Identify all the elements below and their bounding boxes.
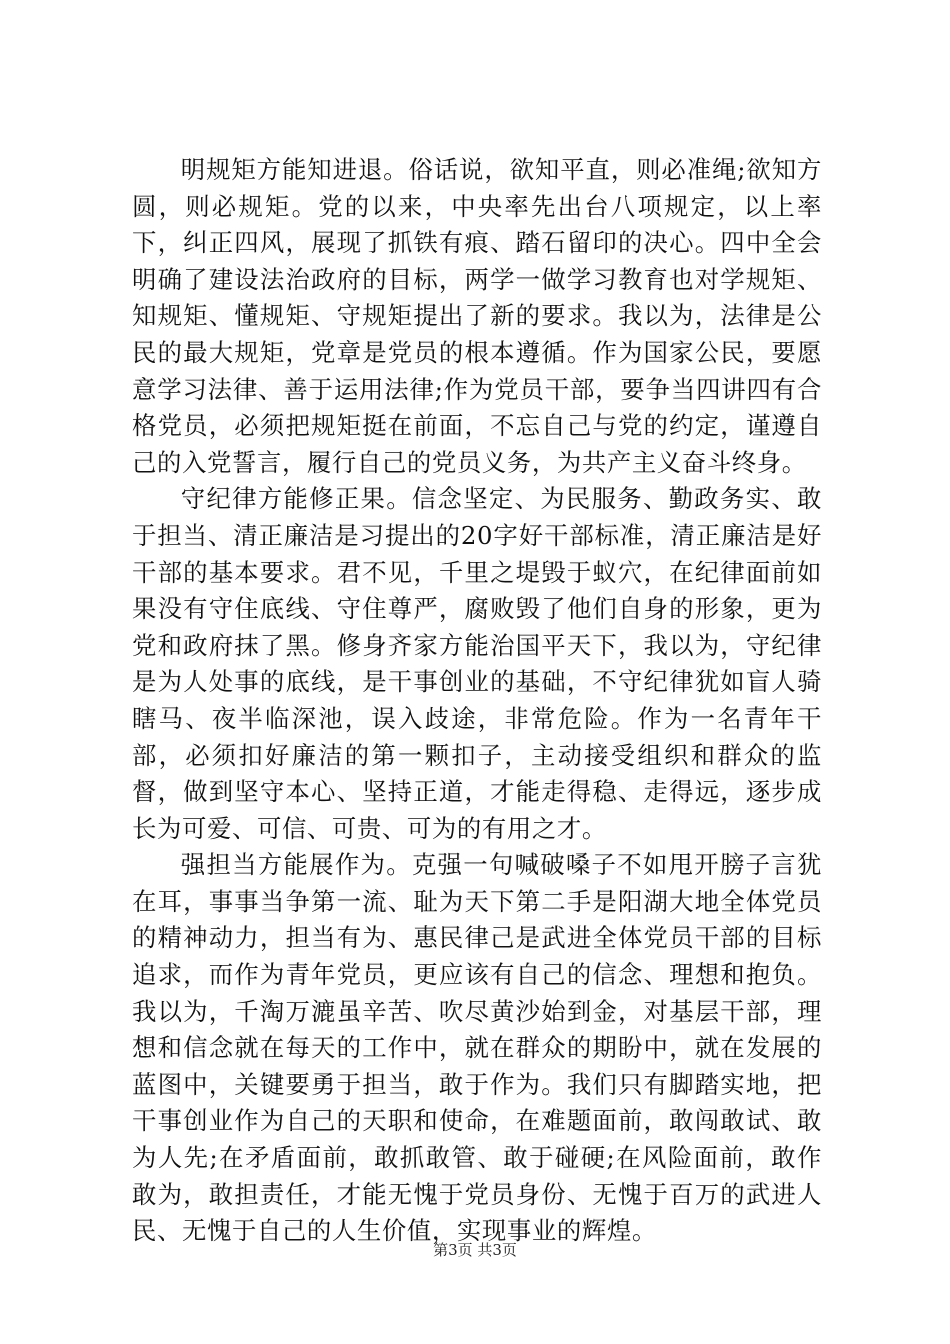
paragraph-discipline: 守纪律方能修正果。信念坚定、为民服务、勤政务实、敢于担当、清正廉洁是习提出的20字好干部标准，清正廉洁是好干部的基本要求。君不见，千里之堤毁于蚁穴，在纪律面前如果没有守住底线、守住尊严，腐败毁了他们自身的形象，更为党和政府抹了黑。修身齐家方能治国平天下，我以为，守纪律是为人处事的底线，是干事创业的基础，不守纪律犹如盲人骑瞎马、夜半临深池，误入歧途，非常危险。作为一名青年干部，必须扣好廉洁的第一颗扣子，主动接受组织和群众的监督，做到坚守本心、坚持正道，才能走得稳、走得远，逐步成长为可爱、可信、可贵、可为的有用之才。 — [132, 484, 822, 843]
document-body — [132, 152, 822, 1250]
paragraph-rules: 明规矩方能知进退。俗话说，欲知平直，则必准绳;欲知方圆，则必规矩。党的以来，中央率先出台八项规定，以上率下，纠正四风，展现了抓铁有痕、踏石留印的决心。四中全会明确了建设法治政府的目标，两学一做学习教育也对学规矩、知规矩、懂规矩、守规矩提出了新的要求。我以为，法律是公民的最大规矩，党章是党员的根本遵循。作为国家公民，要愿意学习法律、善于运用法律;作为党员干部，要争当四讲四有合格党员，必须把规矩挺在前面，不忘自己与党的约定，谨遵自己的入党誓言，履行自己的党员义务，为共产主义奋斗终身。 — [132, 155, 822, 477]
paragraph-responsibility: 强担当方能展作为。克强一句喊破嗓子不如甩开膀子言犹在耳，事事当争第一流、耻为天下第二手是阳湖大地全体党员的精神动力，担当有为、惠民律己是武进全体党员干部的目标追求，而作为青年党员，更应该有自己的信念、理想和抱负。我以为，千淘万漉虽辛苦、吹尽黄沙始到金，对基层干部，理想和信念就在每天的工作中，就在群众的期盼中，就在发展的蓝图中，关键要勇于担当，敢于作为。我们只有脚踏实地，把干事创业作为自己的天职和使命，在难题面前，敢闯敢试、敢为人先;在矛盾面前，敢抓敢管、敢于碰硬;在风险面前，敢作敢为，敢担责任，才能无愧于党员身份、无愧于百万的武进人民、无愧于自己的人生价值，实现事业的辉煌。 — [132, 850, 822, 1246]
page-number-footer: 第3页 共3页 — [433, 1241, 517, 1259]
